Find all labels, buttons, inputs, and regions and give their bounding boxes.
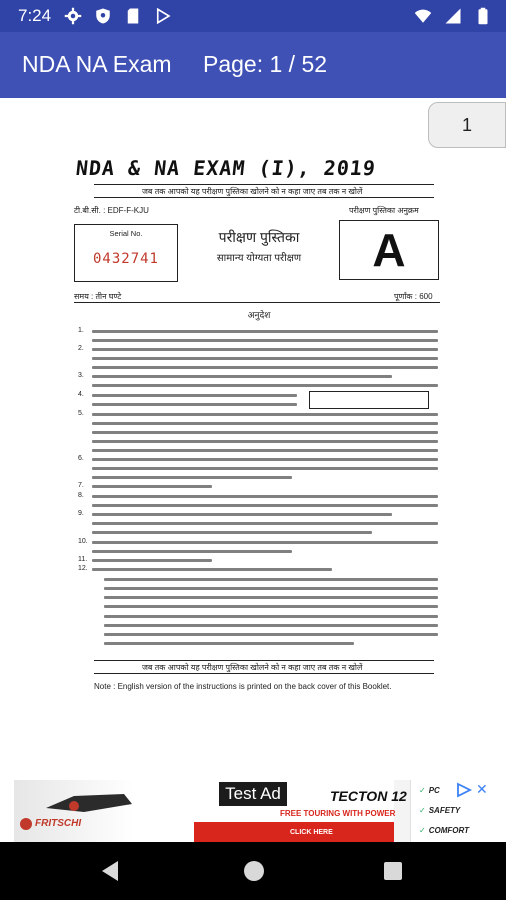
bottom-warning: जब तक आपको यह परीक्षण पुस्तिका खोलने को न कहा जाए तब तक न खोलें bbox=[142, 663, 363, 672]
check-icon: ✓ bbox=[419, 806, 426, 815]
divider bbox=[94, 197, 434, 198]
ad-brand bbox=[20, 818, 81, 829]
text-line bbox=[92, 449, 438, 452]
text-line bbox=[92, 384, 438, 387]
text-line bbox=[104, 633, 438, 636]
status-time: 7:24 bbox=[18, 6, 52, 25]
text-line bbox=[104, 605, 438, 608]
wifi-icon bbox=[414, 7, 432, 25]
navigation-bar bbox=[0, 842, 506, 900]
page-number-button[interactable]: 1 bbox=[428, 102, 506, 148]
text-line bbox=[104, 578, 438, 581]
text-line bbox=[92, 431, 438, 434]
check-icon: ✓ bbox=[419, 826, 426, 835]
ad-click-here[interactable]: CLICK HERE bbox=[290, 829, 333, 836]
handwritten-title: NDA & NA EXAM (I), 2019 bbox=[74, 156, 378, 180]
ad-feature: ✓ COMFORT bbox=[419, 826, 469, 835]
text-line bbox=[92, 458, 438, 461]
item-number: 12. bbox=[78, 565, 88, 572]
app-bar bbox=[0, 32, 506, 98]
text-line bbox=[92, 550, 292, 553]
text-line bbox=[92, 440, 438, 443]
instructions-heading: अनुदेश bbox=[247, 310, 271, 320]
text-line bbox=[92, 495, 438, 498]
text-line bbox=[104, 615, 438, 618]
text-line bbox=[92, 375, 392, 378]
item-number: 11. bbox=[78, 556, 88, 563]
gear-icon bbox=[64, 7, 82, 25]
text-line bbox=[92, 339, 438, 342]
ad-product: TECTON 12 bbox=[330, 788, 407, 804]
text-line bbox=[92, 559, 212, 562]
back-button[interactable] bbox=[102, 861, 118, 881]
item-number: 6. bbox=[78, 455, 84, 462]
text-line bbox=[92, 476, 292, 479]
booklet-series: A bbox=[339, 220, 439, 280]
ad-feature: ✓ SAFETY bbox=[419, 806, 461, 815]
text-line bbox=[92, 522, 438, 525]
text-line bbox=[92, 541, 438, 544]
shield-icon bbox=[94, 7, 112, 25]
marks-label: पूर्णांक : 600 bbox=[394, 292, 433, 301]
app-title: NDA NA Exam bbox=[22, 51, 172, 77]
item-number: 1. bbox=[78, 327, 84, 334]
signal-icon bbox=[444, 7, 462, 25]
status-bar bbox=[0, 0, 506, 32]
text-line bbox=[92, 348, 438, 351]
item-number: 4. bbox=[78, 391, 84, 398]
divider bbox=[94, 660, 434, 661]
ad-brand-text: FRITSCHI bbox=[35, 818, 82, 829]
ad-feature: ✓ PC bbox=[419, 786, 440, 795]
item-number: 7. bbox=[78, 482, 84, 489]
item-number: 3. bbox=[78, 372, 84, 379]
text-line bbox=[92, 422, 438, 425]
page-indicator: Page: 1 / 52 bbox=[203, 51, 328, 77]
item-number: 5. bbox=[78, 410, 84, 417]
inline-answer-box bbox=[309, 391, 429, 409]
text-line bbox=[92, 394, 297, 397]
item-number: 2. bbox=[78, 345, 84, 352]
divider bbox=[74, 302, 440, 303]
time-label: समय : तीन घण्टे bbox=[74, 292, 122, 301]
ad-tagline: FREE TOURING WITH POWER bbox=[280, 809, 396, 818]
text-line bbox=[92, 504, 438, 507]
booklet-title: परीक्षण पुस्तिका bbox=[218, 229, 300, 245]
item-number: 10. bbox=[78, 538, 88, 545]
ad-banner[interactable] bbox=[14, 780, 492, 842]
item-number: 9. bbox=[78, 510, 84, 517]
text-line bbox=[104, 596, 438, 599]
pdf-page[interactable] bbox=[64, 150, 454, 710]
home-button[interactable] bbox=[244, 861, 264, 881]
play-store-icon bbox=[154, 7, 172, 25]
recents-button[interactable] bbox=[384, 862, 402, 880]
status-icons-left bbox=[64, 7, 172, 25]
english-note: Note : English version of the instructions is printed on the back cover of this Booklet. bbox=[94, 682, 392, 691]
text-line bbox=[92, 357, 438, 360]
item-number: 8. bbox=[78, 492, 84, 499]
text-line bbox=[92, 413, 438, 416]
text-line bbox=[92, 568, 332, 571]
text-line bbox=[104, 624, 438, 627]
sequence-label: परीक्षण पुस्तिका अनुक्रम bbox=[349, 206, 419, 215]
text-line bbox=[92, 513, 392, 516]
adchoices-icon[interactable] bbox=[444, 782, 474, 798]
ad-close-icon[interactable]: ✕ bbox=[476, 781, 488, 797]
text-line bbox=[92, 330, 438, 333]
serial-box bbox=[74, 224, 178, 282]
serial-number: 0432741 bbox=[92, 251, 159, 267]
text-line bbox=[92, 531, 372, 534]
divider bbox=[94, 184, 434, 185]
text-line bbox=[92, 403, 297, 406]
text-line bbox=[104, 642, 354, 645]
sd-card-icon bbox=[124, 7, 142, 25]
test-ad-label: Test Ad bbox=[219, 782, 287, 806]
text-line bbox=[92, 485, 212, 488]
top-warning: जब तक आपको यह परीक्षण पुस्तिका खोलने को न कहा जाए तब तक न खोलें bbox=[142, 187, 363, 196]
ad-image-area bbox=[14, 780, 134, 842]
text-line bbox=[92, 366, 438, 369]
check-icon: ✓ bbox=[419, 786, 426, 795]
status-icons-right bbox=[414, 7, 492, 25]
brand-logo-icon bbox=[20, 818, 32, 830]
booklet-subtitle: सामान्य योग्यता परीक्षण bbox=[216, 253, 302, 264]
ski-binding-icon bbox=[44, 786, 134, 816]
battery-icon bbox=[474, 7, 492, 25]
divider bbox=[94, 673, 434, 674]
test-code: टी.बी.सी. : EDF-F-KJU bbox=[74, 206, 149, 215]
text-line bbox=[92, 467, 438, 470]
serial-label: Serial No. bbox=[109, 229, 143, 238]
text-line bbox=[104, 587, 438, 590]
